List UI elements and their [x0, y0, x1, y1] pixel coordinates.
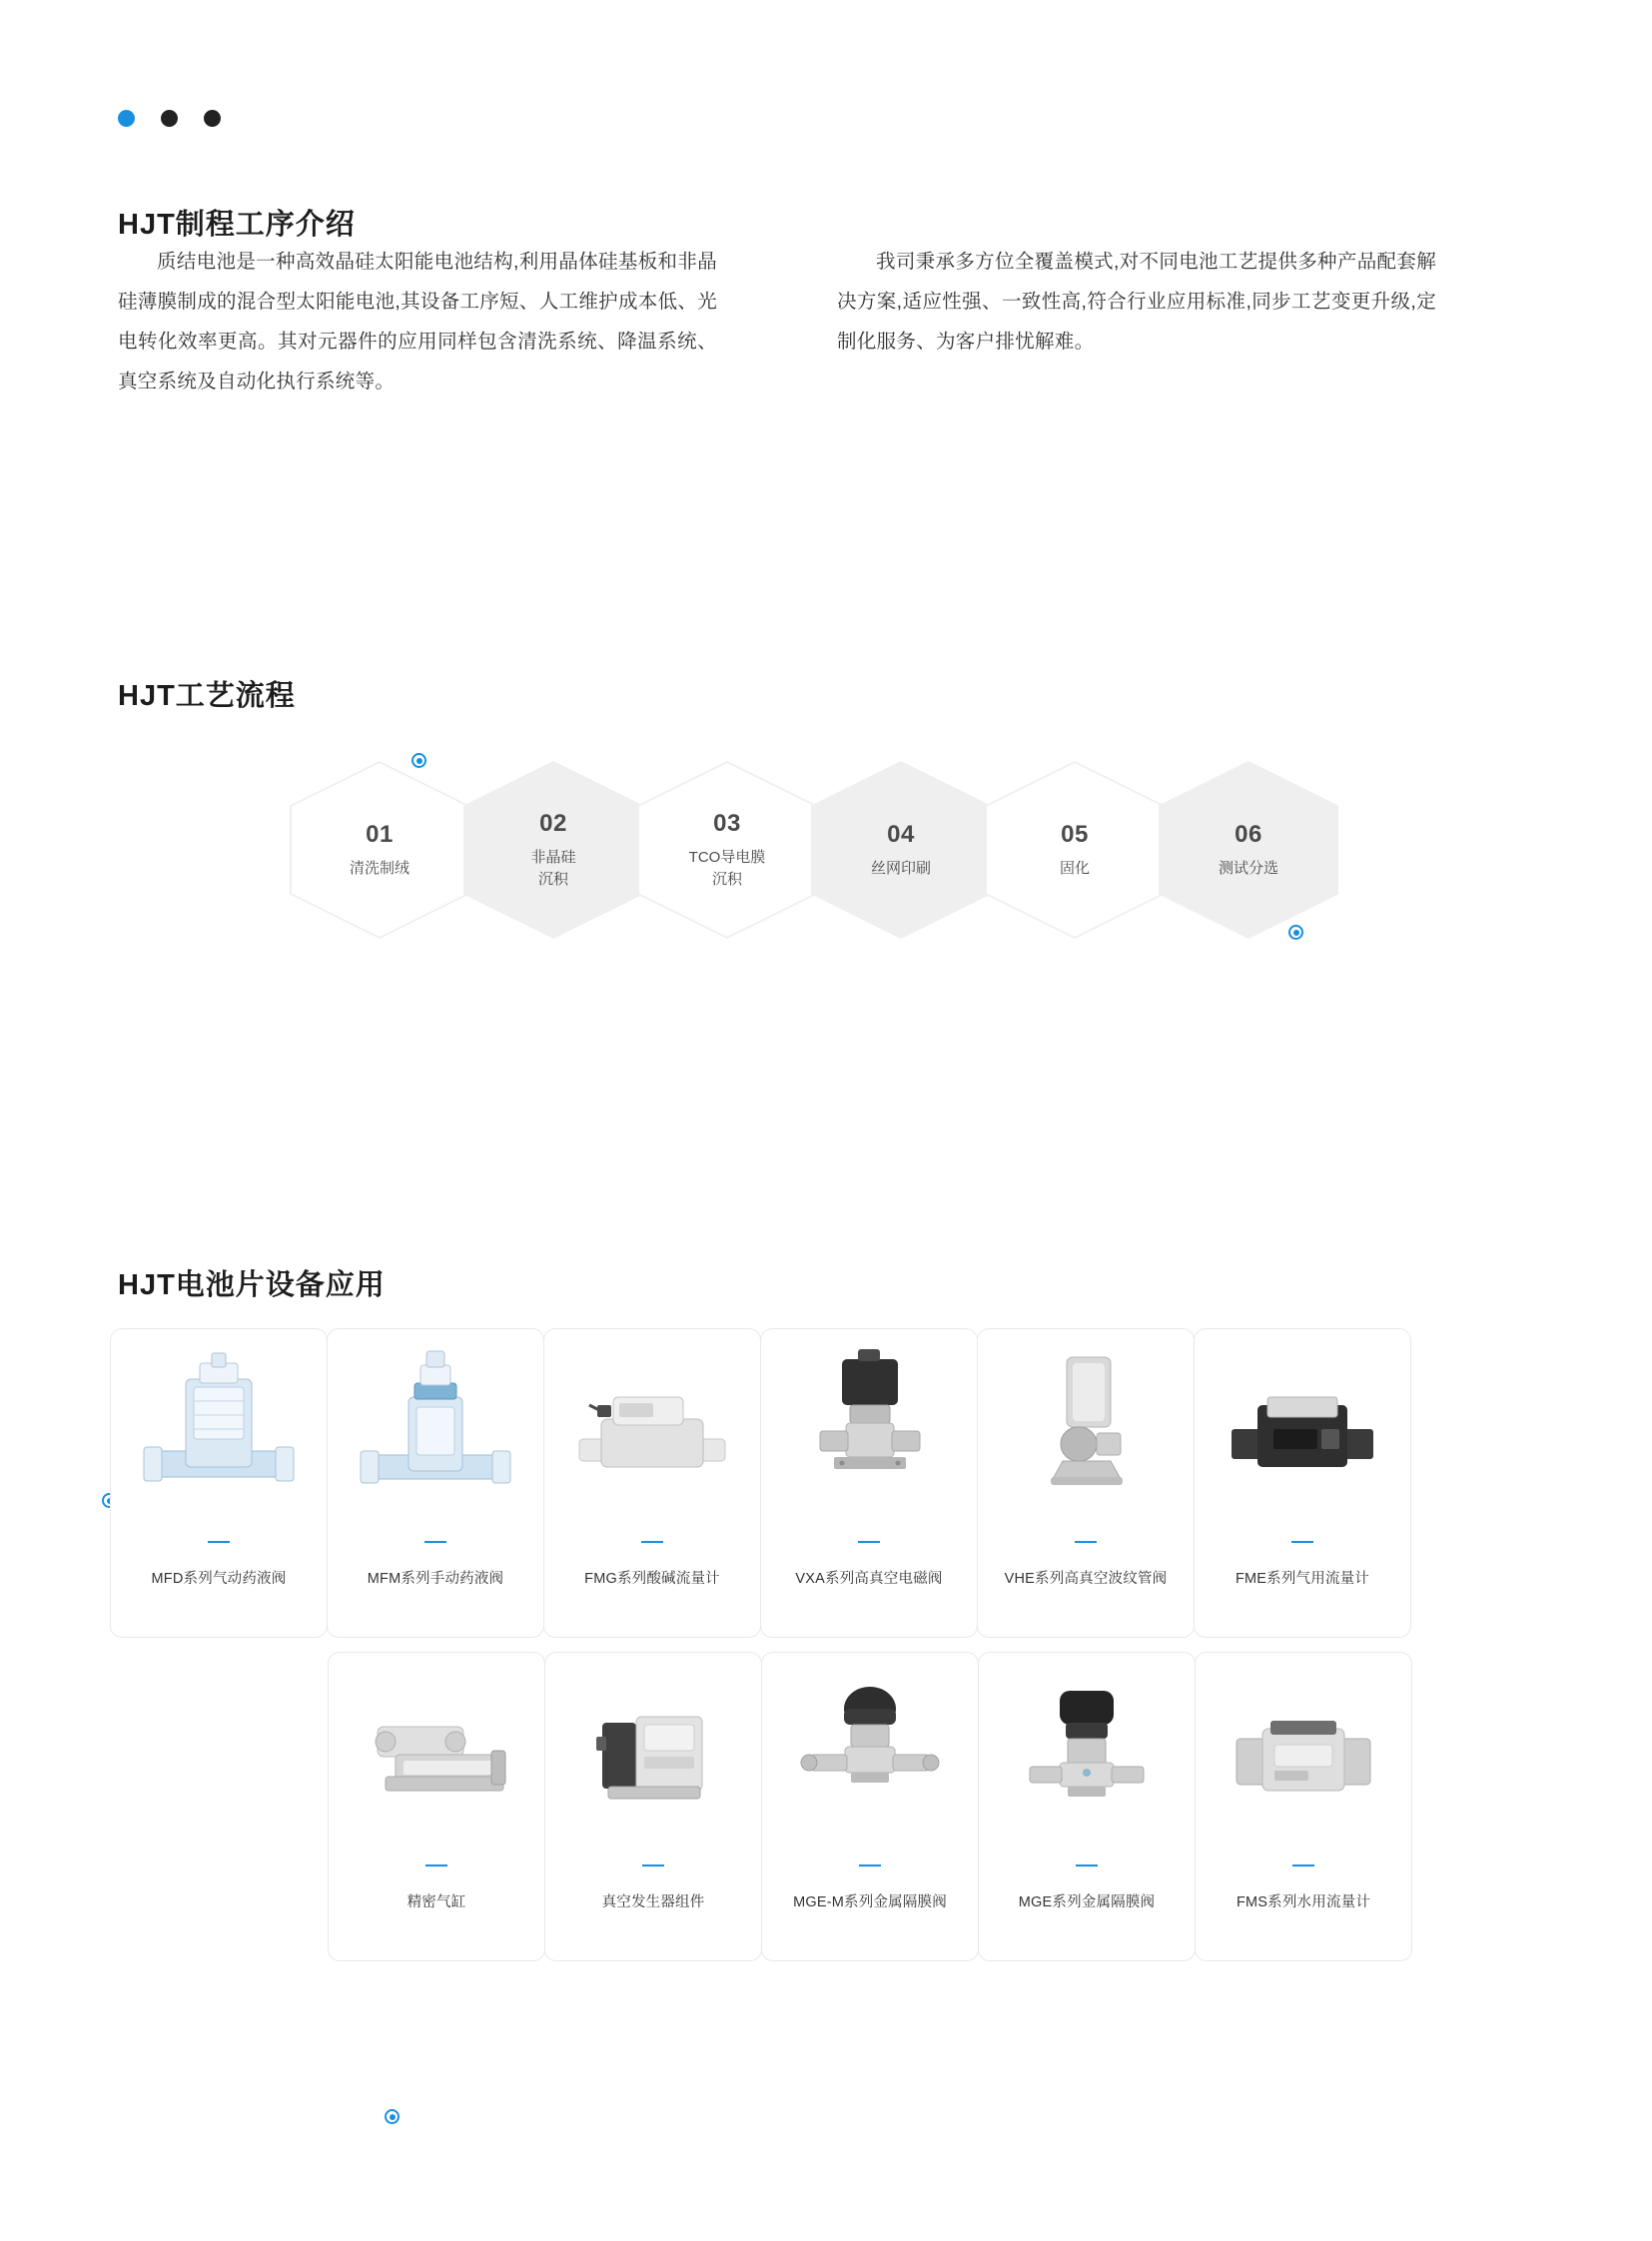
- intro-column-right: [837, 243, 1436, 402]
- high-vacuum-bellows-valve-icon: [1001, 1343, 1171, 1533]
- precision-cylinder-icon: [352, 1667, 521, 1857]
- apps-section-title: HJT电池片设备应用: [118, 1269, 386, 1302]
- product-image-wrap: [545, 1653, 761, 1865]
- product-card-mfm[interactable]: [327, 1328, 544, 1638]
- process-step-02[interactable]: [463, 761, 643, 939]
- card-divider: [1291, 1541, 1313, 1543]
- process-step-label: 清洗制绒: [349, 859, 410, 877]
- card-divider: [1075, 1541, 1097, 1543]
- process-step-number: 01: [366, 820, 394, 848]
- metal-diaphragm-valve-m-icon: [785, 1667, 955, 1857]
- application-card-grid: [110, 1328, 1548, 1961]
- process-step-label: 非晶硅 沉积: [530, 848, 576, 888]
- application-row-2: [328, 1652, 1548, 1961]
- process-step-number: 05: [1061, 820, 1089, 848]
- product-card-vacuum-generator[interactable]: [544, 1652, 762, 1961]
- product-caption: MGE-M系列金属隔膜阀: [793, 1894, 947, 1910]
- pneumatic-chemical-valve-icon: [134, 1343, 304, 1533]
- acid-alkali-flowmeter-icon: [567, 1343, 737, 1533]
- process-step-list: [290, 761, 1368, 939]
- product-image-wrap: [111, 1329, 327, 1541]
- product-card-mfd[interactable]: [110, 1328, 328, 1638]
- product-caption: MFD系列气动药液阀: [151, 1571, 287, 1587]
- process-step-05[interactable]: [985, 761, 1165, 939]
- card-divider: [424, 1541, 446, 1543]
- product-caption: MFM系列手动药液阀: [367, 1571, 504, 1587]
- product-image-wrap: [762, 1653, 978, 1865]
- metal-diaphragm-valve-icon: [1002, 1667, 1172, 1857]
- process-step-label: TCO导电膜 沉积: [688, 848, 766, 888]
- product-card-vhe[interactable]: [977, 1328, 1195, 1638]
- card-divider: [642, 1865, 664, 1867]
- product-card-vxa[interactable]: [760, 1328, 978, 1638]
- product-caption: 真空发生器组件: [601, 1894, 705, 1910]
- decorative-dots: [118, 110, 221, 127]
- intro-paragraph-1: 质结电池是一种高效晶硅太阳能电池结构,利用晶体硅基板和非晶硅薄膜制成的混合型太阳能电池,其设备工序短、人工维护成本低、光电转化效率更高。其对元器件的应用同样包含清洗系统、降温系统、真空系统及自动化执行系统等。: [118, 251, 717, 392]
- flow-section-title: HJT工艺流程: [118, 680, 296, 713]
- process-step-number: 06: [1235, 820, 1262, 848]
- dot-dark-icon-2: [204, 110, 221, 127]
- dot-dark-icon-1: [161, 110, 178, 127]
- card-divider: [425, 1865, 447, 1867]
- water-flowmeter-icon: [1219, 1667, 1388, 1857]
- process-step-04[interactable]: [811, 761, 991, 939]
- intro-paragraph-group: [118, 243, 1536, 402]
- application-row-1: [110, 1328, 1548, 1638]
- process-step-label: 丝网印刷: [870, 859, 931, 877]
- card-divider: [859, 1865, 881, 1867]
- gas-flowmeter-icon: [1218, 1343, 1387, 1533]
- process-step-number: 04: [887, 820, 915, 848]
- intro-section-title: HJT制程工序介绍: [118, 209, 356, 242]
- product-image-wrap: [979, 1653, 1195, 1865]
- process-flow-diagram: [290, 761, 1368, 951]
- vacuum-generator-assembly-icon: [568, 1667, 738, 1857]
- product-image-wrap: [544, 1329, 760, 1541]
- product-caption: FMS系列水用流量计: [1236, 1894, 1371, 1910]
- manual-chemical-valve-icon: [351, 1343, 520, 1533]
- process-step-06[interactable]: [1159, 761, 1338, 939]
- card-divider: [208, 1541, 230, 1543]
- product-card-fmg[interactable]: [543, 1328, 761, 1638]
- dot-accent-icon: [118, 110, 135, 127]
- process-step-label: 固化: [1059, 859, 1090, 877]
- product-card-precision-cylinder[interactable]: [328, 1652, 545, 1961]
- product-image-wrap: [761, 1329, 977, 1541]
- process-step-number: 03: [713, 809, 741, 837]
- product-caption: VXA系列高真空电磁阀: [795, 1571, 943, 1587]
- card-divider: [1292, 1865, 1314, 1867]
- product-caption: 精密气缸: [407, 1894, 466, 1910]
- intro-column-left: [118, 243, 717, 402]
- process-step-label: 测试分选: [1218, 859, 1278, 877]
- process-step-01[interactable]: [290, 761, 469, 939]
- product-card-mge[interactable]: [978, 1652, 1196, 1961]
- product-image-wrap: [1195, 1329, 1410, 1541]
- apps-marker-bottom-icon: [385, 2109, 400, 2124]
- product-image-wrap: [329, 1653, 544, 1865]
- process-step-number: 02: [539, 809, 567, 837]
- process-step-03[interactable]: [637, 761, 817, 939]
- product-caption: FMG系列酸碱流量计: [584, 1571, 720, 1587]
- product-image-wrap: [328, 1329, 543, 1541]
- card-divider: [1076, 1865, 1098, 1867]
- product-caption: FME系列气用流量计: [1235, 1571, 1370, 1587]
- intro-paragraph-2: 我司秉承多方位全覆盖模式,对不同电池工艺提供多种产品配套解决方案,适应性强、一致性高,符合行业应用标准,同步工艺变更升级,定制化服务、为客户排忧解难。: [837, 251, 1436, 353]
- product-card-fms[interactable]: [1195, 1652, 1412, 1961]
- high-vacuum-solenoid-valve-icon: [784, 1343, 954, 1533]
- card-divider: [858, 1541, 880, 1543]
- product-caption: MGE系列金属隔膜阀: [1018, 1894, 1156, 1910]
- product-image-wrap: [978, 1329, 1194, 1541]
- product-card-mge-m[interactable]: [761, 1652, 979, 1961]
- product-image-wrap: [1196, 1653, 1411, 1865]
- product-caption: VHE系列高真空波纹管阀: [1004, 1571, 1168, 1587]
- product-card-fme[interactable]: [1194, 1328, 1411, 1638]
- card-divider: [641, 1541, 663, 1543]
